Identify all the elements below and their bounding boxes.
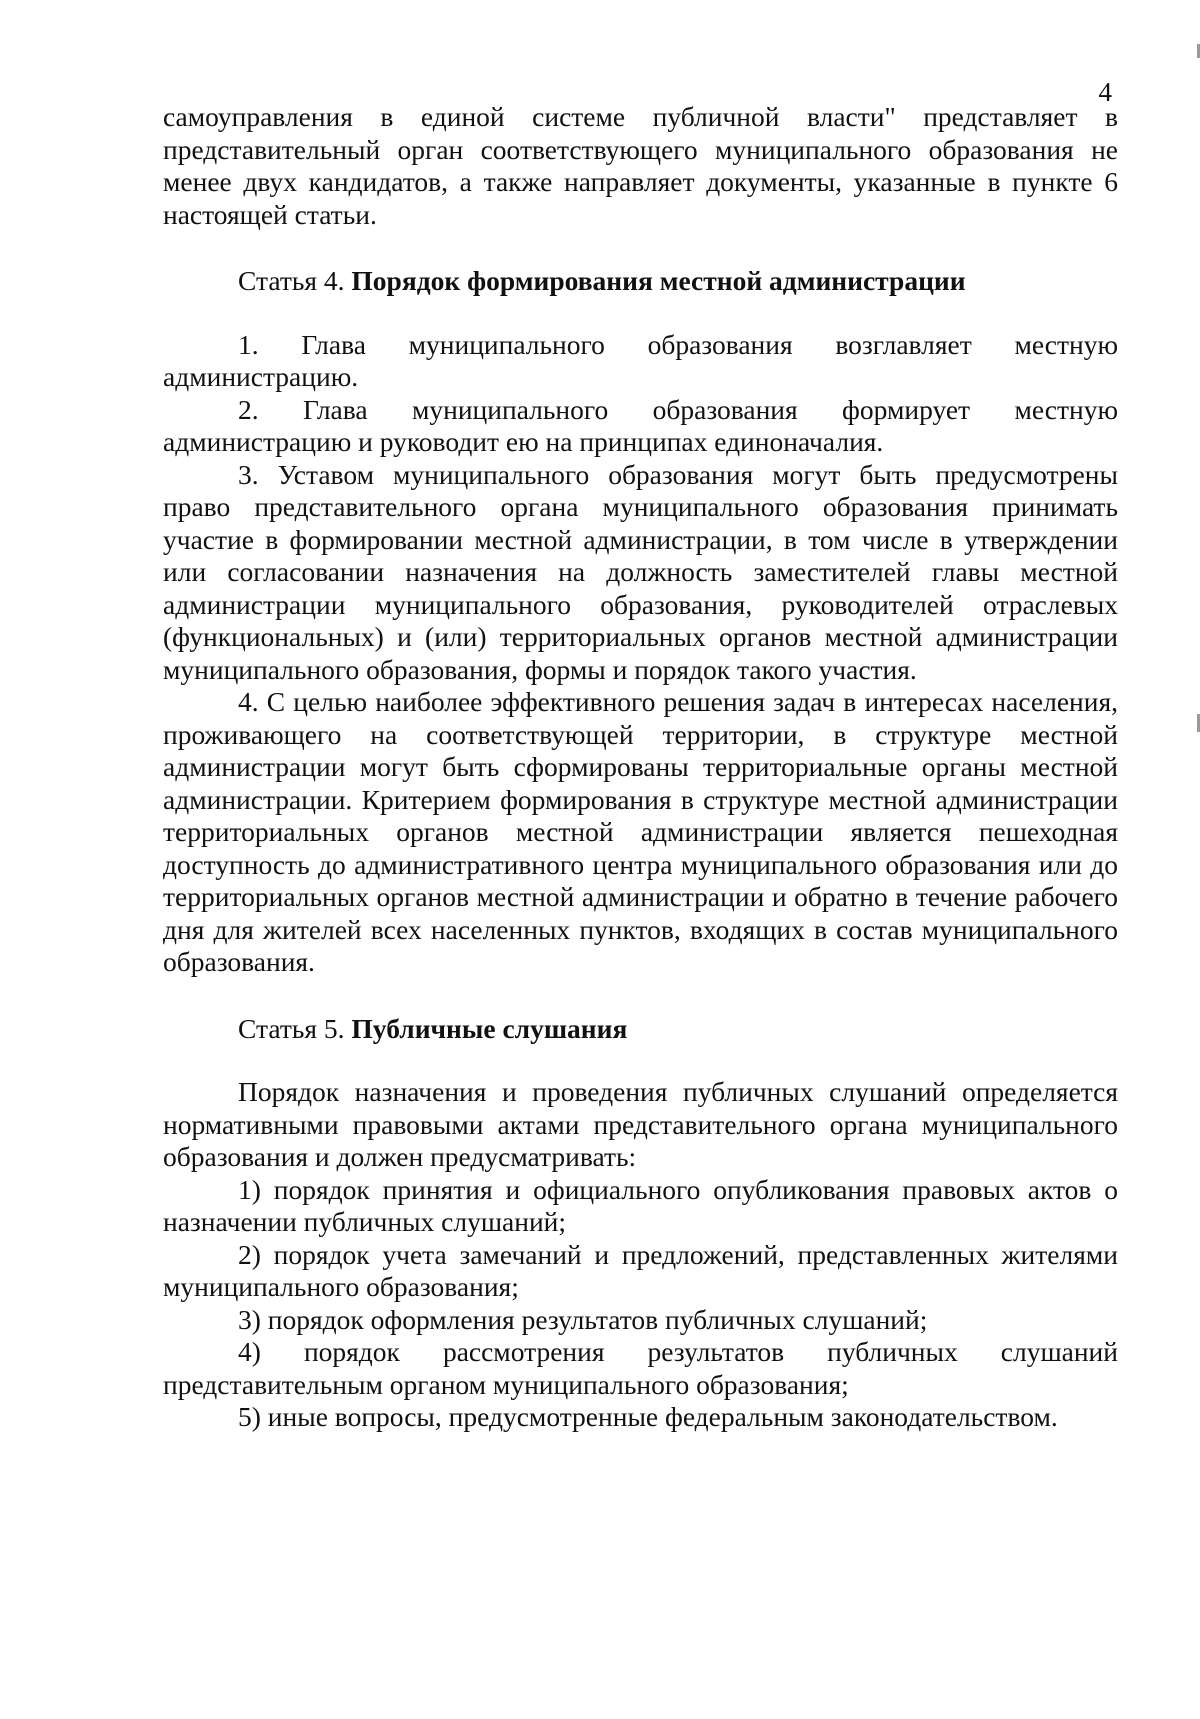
- article-4-item-4: 4. С целью наиболее эффективного решения задач в интересах населения, проживающего на соответствующей территории, в структуре местной администрации могут быть сформированы территориальные органы местной администрации. Критерием формирования в структуре местной администрации территориальных органов местной администрации является пешеходная доступность до административного центра муниципального образования или до территориальных органов местной администрации и обратно в течение рабочего дня для жителей всех населенных пунктов, входящих в состав муниципального образования.: [163, 686, 1118, 977]
- article-4-item-2: 2. Глава муниципального образования формирует местную администрацию и руководит ею на принципах единоначалия.: [163, 393, 1118, 457]
- article-4-heading: [163, 265, 1118, 298]
- continuation-paragraph: самоуправления в единой системе публичной власти" представляет в представительный орган соответствующего муниципального образования не менее двух кандидатов, а также направляет документы, указанные в пункте 6 настоящей статьи.: [163, 101, 1118, 230]
- article-4-item-3: 3. Уставом муниципального образования могут быть предусмотрены право представительного органа муниципального образования принимать участие в формировании местной администрации, в том числе в утверждении или согласовании назначения на должность заместителей главы местной администрации муниципального образования, руководителей отраслевых (функциональных) и (или) территориальных органов местной администрации муниципального образования, формы и порядок такого участия.: [163, 458, 1118, 685]
- article-5-item-3: 3) порядок оформления результатов публичных слушаний;: [238, 1303, 928, 1335]
- article-4-number: Статья 4.: [238, 265, 352, 296]
- article-5-title: Публичные слушания: [351, 1012, 628, 1044]
- article-5-item-4: 4) порядок рассмотрения результатов публичных слушаний представительным органом муниципального образования;: [163, 1336, 1118, 1400]
- article-5-item-5: 5) иные вопросы, предусмотренные федеральным законодательством.: [238, 1401, 1058, 1432]
- article-5-item-2: 2) порядок учета замечаний и предложений, представленных жителями муниципального образования;: [163, 1238, 1118, 1302]
- article-5-heading: [163, 1013, 1118, 1046]
- article-5-item-1: 1) порядок принятия и официального опубликования правовых актов о назначении публичных слушаний;: [163, 1173, 1118, 1237]
- article-4-title: Порядок формирования местной администрации: [351, 265, 966, 296]
- article-4-item-1: 1. Глава муниципального образования возглавляет местную администрацию.: [163, 328, 1118, 392]
- article-5-intro: Порядок назначения и проведения публичных слушаний определяется нормативными правовыми актами представительного органа муниципального образования и должен предусматривать:: [163, 1076, 1118, 1172]
- page-number: 4: [1098, 77, 1112, 107]
- article-5-number: Статья 5.: [238, 1012, 352, 1044]
- document-body: [163, 101, 1118, 1434]
